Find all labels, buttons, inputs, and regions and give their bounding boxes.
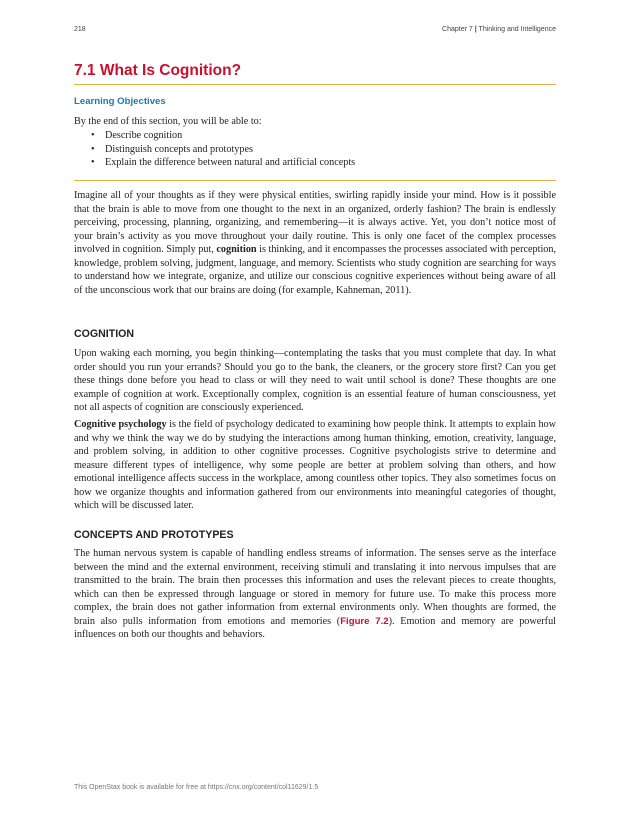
objectives-divider <box>74 180 556 181</box>
section-title: 7.1 What Is Cognition? <box>74 62 242 79</box>
learning-objectives-intro: By the end of this section, you will be able to: <box>74 116 262 127</box>
page-footer: This OpenStax book is available for free at https://cnx.org/content/col11629/1.5 <box>74 784 319 791</box>
running-head <box>442 26 556 33</box>
concepts-heading: CONCEPTS AND PROTOTYPES <box>74 529 234 541</box>
list-item: • Distinguish concepts and prototypes <box>91 143 253 155</box>
cognition-paragraph-2: Cognitive psychology is the field of psychology dedicated to examining how people think. It attempts to explain how and why we think the way we do by studying the interactions among human thinking, emotion, creativity, language, and problem solving, in addition to other cognitive processes. Cognitive psychologists strive to determine and measure different types of intelligence, why some people are better at problem solving than others, and how emotional intelligence affects success in the workplace, among countless other topics. They also sometimes focus on how we organize thoughts and information gathered from our environments into meaningful categories of thought, which will be discussed later. <box>74 419 556 511</box>
chapter-title: Thinking and Intelligence <box>478 26 556 33</box>
intro-paragraph: Imagine all of your thoughts as if they were physical entities, swirling rapidly inside your mind. How is it possible that the brain is able to move from one thought to the next in an organized, orderly fashion? The brain is endlessly perceiving, processing, planning, organizing, and remembering—it is always active. Yet, you don’t notice most of your brain’s activity as you move throughout your daily routine. This is only one facet of the complex processes involved in cognition. Simply put, cognition is thinking, and it encompasses the processes associated with perception, knowledge, problem solving, judgment, language, and memory. Scientists who study cognition are searching for ways to understand how we integrate, organize, and utilize our conscious cognitive experiences without being aware of all of the unconscious work that our brains are doing (for example, Kahneman, 2011). <box>74 190 557 296</box>
list-item: • Explain the difference between natural and artificial concepts <box>91 157 356 169</box>
page-header <box>74 26 556 38</box>
bullet-icon: • <box>91 157 95 169</box>
bullet-icon: • <box>91 143 95 155</box>
learning-objectives-list <box>91 129 355 170</box>
learning-objectives-title: Learning Objectives <box>74 96 166 107</box>
figure-link[interactable]: Figure 7.2 <box>340 615 389 627</box>
header-separator: | <box>474 26 477 33</box>
cognition-paragraph-1: Upon waking each morning, you begin thinking—contemplating the tasks that you must complete that day. In what order should you run your errands? Should you go to the bank, the cleaners, or the grocery store first? Can you get these things done before you head to class or will they need to wait until school is done? These thoughts are one example of cognition at work. Exceptionally complex, cognition is an essential feature of human consciousness, yet not all aspects of cognition are consciously experienced. <box>74 348 556 413</box>
title-divider <box>74 84 556 85</box>
concepts-paragraph: The human nervous system is capable of handling endless streams of information. The senses serve as the interface between the mind and the external environment, receiving stimuli and translating it into nervous impulses that are transmitted to the brain. The brain then processes this information and uses the relevant pieces to create thoughts, which can then be expressed through language or stored in memory for future use. To make this process more complex, the brain does not gather information from external environments only. When thoughts are formed, the brain also pulls information from emotions and memories (Figure 7.2). Emotion and memory are powerful influences on both our thoughts and behaviors. <box>74 548 556 640</box>
term-cognitive-psychology: Cognitive psychology <box>74 419 167 430</box>
chapter-label: Chapter 7 <box>442 26 473 33</box>
cognition-heading: COGNITION <box>74 328 135 340</box>
list-item: • Describe cognition <box>91 130 183 141</box>
bullet-icon: • <box>91 130 95 141</box>
term-cognition: cognition <box>216 244 257 255</box>
page-number: 218 <box>74 26 86 33</box>
